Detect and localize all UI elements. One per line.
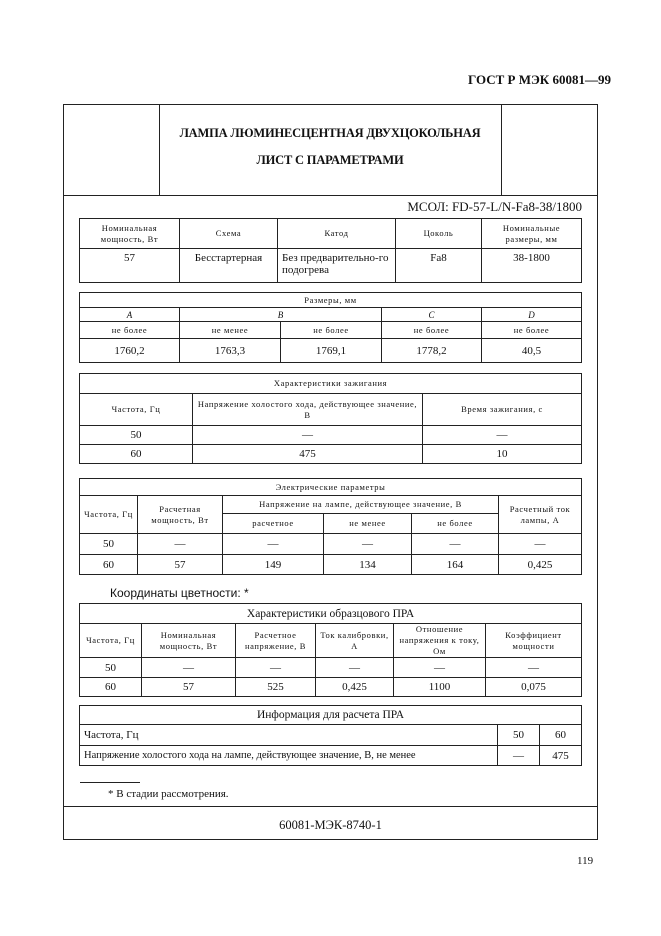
electrical-sub-rated: расчетное [223,514,324,534]
header-scheme: Схема [180,219,278,249]
table-cell: 10 [423,445,582,464]
calc-frequency-label: Частота, Гц [80,725,498,746]
value-nominal-size: 38-1800 [482,249,582,283]
footnote-separator [80,782,140,783]
dim-limit: не менее [180,322,281,339]
dim-col-a: A [80,308,180,322]
table-cell: 57 [142,678,236,697]
value-cathode: Без предварительно-го подогрева [278,249,396,283]
dim-value: 1760,2 [80,339,180,363]
ignition-table [79,373,582,464]
table-cell: 149 [223,555,324,575]
dim-col-b: B [180,308,382,322]
table-cell: — [486,658,582,678]
page-title-line2: ЛИСТ С ПАРАМЕТРАМИ [256,153,404,167]
header-cap: Цоколь [396,219,482,249]
header-nominal-size: Номинальные размеры, мм [482,219,582,249]
table-cell: 0,075 [486,678,582,697]
table-cell: 475 [193,445,423,464]
table-cell: 475 [540,746,582,766]
reference-ballast-table [79,603,582,697]
table-cell: 50 [498,725,540,746]
electrical-title: Электрические параметры [80,479,582,496]
dimensions-table [79,292,582,363]
value-scheme: Бесстартерная [180,249,278,283]
ignition-header-voltage: Напряжение холостого хода, действующее значение, В [193,394,423,426]
calc-voltage-label: Напряжение холостого хода на лампе, действующее значение, В, не менее [80,746,498,766]
ballast-header-frequency: Частота, Гц [80,624,142,658]
dim-value: 1763,3 [180,339,281,363]
chromaticity-coordinates: Координаты цветности: * [110,586,249,600]
main-parameters-table [79,218,582,283]
dim-col-d: D [482,308,582,322]
table-cell: 60 [540,725,582,746]
dim-value: 1778,2 [382,339,482,363]
table-cell: 525 [236,678,316,697]
table-cell: — [142,658,236,678]
footer-line [63,806,598,807]
standard-header: ГОСТ Р МЭК 60081—99 [468,72,611,87]
table-cell: — [193,426,423,445]
table-cell: — [394,658,486,678]
electrical-table [79,478,582,575]
dim-col-c: C [382,308,482,322]
table-cell: 134 [324,555,412,575]
ballast-header-voltage: Расчетное напряжение, В [236,624,316,658]
ballast-header-current: Ток калибровки, А [316,624,394,658]
table-cell: 60 [80,445,193,464]
table-cell: — [324,534,412,555]
table-cell: — [423,426,582,445]
document-number: 60081-МЭК-8740-1 [279,818,382,832]
title-bottom-line [63,195,598,196]
header-nominal-power: Номинальная мощность, Вт [80,219,180,249]
table-cell: 50 [80,658,142,678]
table-cell: 0,425 [499,555,582,575]
dim-value: 40,5 [482,339,582,363]
dim-limit: не более [80,322,180,339]
table-cell: 57 [138,555,223,575]
calc-title: Информация для расчета ПРА [80,706,582,725]
ballast-calc-table [79,705,582,766]
electrical-header-current: Расчетный ток лампы, А [499,496,582,534]
page-number: 119 [577,855,594,867]
electrical-header-power: Расчетная мощность, Вт [138,496,223,534]
table-cell: — [498,746,540,766]
value-nominal-power: 57 [80,249,180,283]
ignition-header-time: Время зажигания, с [423,394,582,426]
electrical-sub-max: не более [412,514,499,534]
table-cell: 60 [80,678,142,697]
dim-limit: не более [382,322,482,339]
dim-limit: не более [281,322,382,339]
ignition-header-frequency: Частота, Гц [80,394,193,426]
electrical-sub-min: не менее [324,514,412,534]
ballast-header-power: Номинальная мощность, Вт [142,624,236,658]
table-cell: — [499,534,582,555]
footnote: * В стадии рассмотрения. [108,788,229,800]
title-right-divider [501,104,502,196]
dim-value: 1769,1 [281,339,382,363]
table-cell: 50 [80,534,138,555]
table-cell: — [412,534,499,555]
table-cell: — [316,658,394,678]
table-cell: 60 [80,555,138,575]
ballast-title: Характеристики образцового ПРА [80,604,582,624]
table-cell: — [223,534,324,555]
table-cell: 1100 [394,678,486,697]
ballast-header-ratio: Отношение напряжения к току, Ом [394,624,486,658]
table-cell: 50 [80,426,193,445]
dimensions-title: Размеры, мм [80,293,582,308]
page-title-line1: ЛАМПА ЛЮМИНЕСЦЕНТНАЯ ДВУХЦОКОЛЬНАЯ [179,126,481,140]
table-cell: — [236,658,316,678]
lamp-designation: МСОЛ: FD-57-L/N-Fa8-38/1800 [407,199,582,214]
table-cell: 0,425 [316,678,394,697]
electrical-header-frequency: Частота, Гц [80,496,138,534]
table-cell: 164 [412,555,499,575]
ballast-header-power-factor: Коэффициент мощности [486,624,582,658]
title-left-divider [159,104,160,196]
header-cathode: Катод [278,219,396,249]
table-cell: — [138,534,223,555]
electrical-header-voltage: Напряжение на лампе, действующее значение, В [223,496,499,514]
value-cap: Fa8 [396,249,482,283]
ignition-title: Характеристики зажигания [80,374,582,394]
dim-limit: не более [482,322,582,339]
